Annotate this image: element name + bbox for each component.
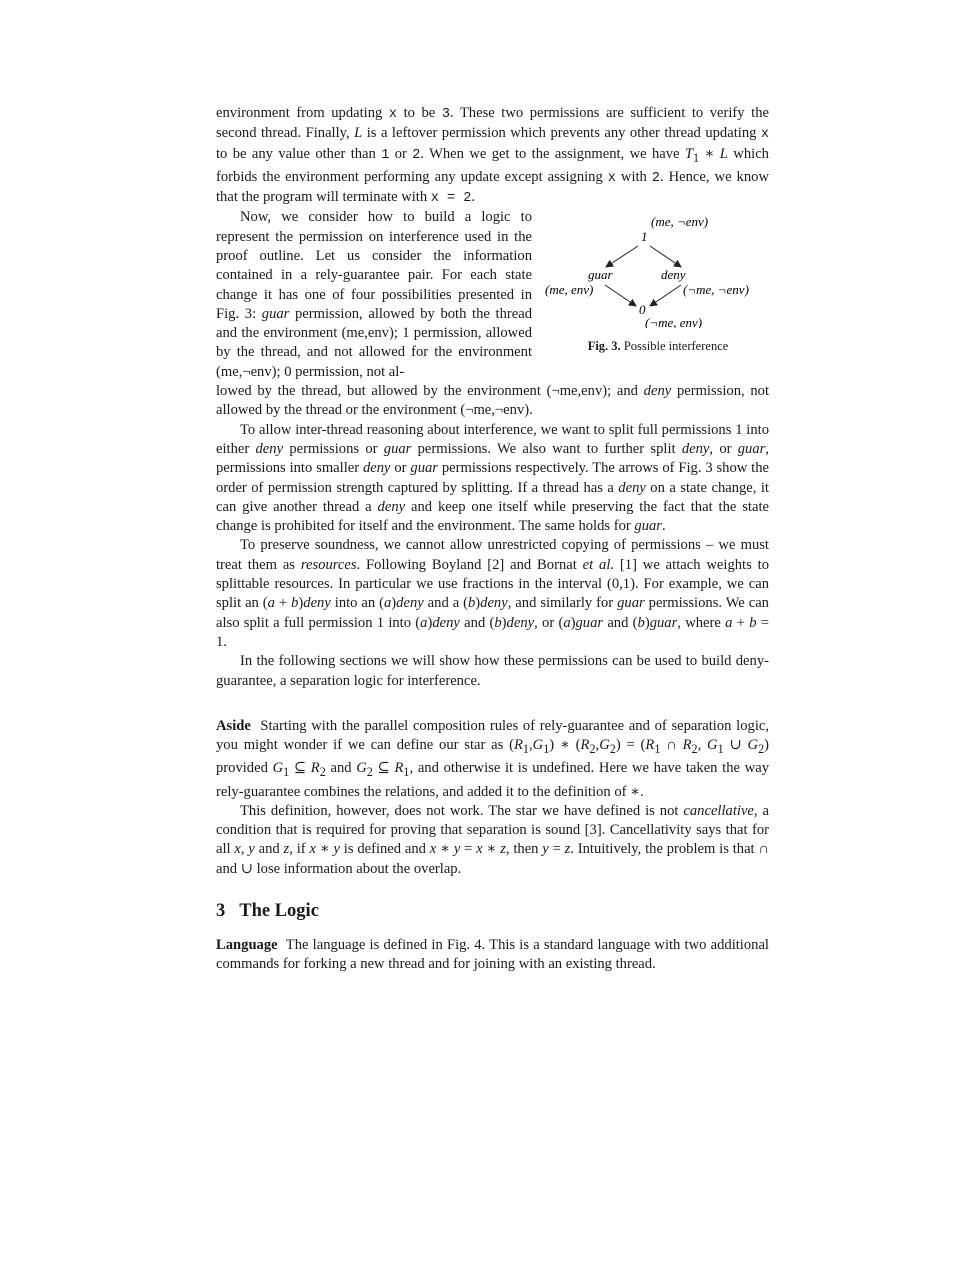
language-label: Language (216, 937, 278, 953)
language-text: The language is defined in Fig. 4. This is a standard language with two additional commands for forking a new thread and for joining with an existing thread. (216, 937, 769, 973)
node-top-label: (me, ¬env) (651, 214, 709, 230)
node-right-value: deny (661, 267, 686, 283)
arrow-deny-to-0 (650, 285, 681, 306)
paragraph-4: To preserve soundness, we cannot allow unrestricted copying of permissions – we must treat them as resources. Following Boyland [2] and Bornat et al. [1] we attach weights to splittable resources. In particular we use fractions in the interval (0,1). For example, we can split an (a + b)deny into an (a)deny and a (b)deny, and similarly for guar permissions. We can also split a full permission 1 into (a)deny and (b)deny, or (a)guar and (b)guar, where a + b = 1. (216, 537, 769, 650)
arrow-guar-to-0 (605, 285, 636, 306)
section-number: 3 (216, 901, 226, 921)
caption-text: Possible interference (623, 339, 729, 354)
language-paragraph (216, 936, 769, 975)
node-top-value: 1 (641, 229, 648, 245)
section-heading (216, 901, 769, 922)
node-bottom-value: 0 (639, 302, 646, 318)
section-title: The Logic (239, 901, 319, 921)
paragraph-5: In the following sections we will show how these permissions can be used to build deny-guarantee, a separation logic for interference. (216, 653, 769, 689)
interference-diagram (543, 210, 773, 328)
arrow-1-to-guar (606, 246, 638, 267)
node-left-label: (me, env) (545, 282, 594, 298)
paragraph-2-wrapped: Now, we consider how to build a logic to represent the permission on interference used in the proof outline. Let us consider the information contained in a rely-guarantee pair. For each state change it has one of four possibilities presented in Fig. 3: guar permission, allowed by both the thread and the environment (me,env); 1 permission, allowed by the thread, and not allowed for the environment (me,¬env); 0 permission, not al- (216, 209, 532, 380)
paper-page (216, 104, 769, 975)
paragraph-2-continued: lowed by the thread, but allowed by the environment (¬me,env); and deny permission, not allowed by the thread or the environment (¬me,¬env). (216, 383, 769, 419)
figure-3 (543, 210, 773, 354)
paragraph-3: To allow inter-thread reasoning about interference, we want to split full permissions 1 into either deny permissions or guar permissions. We also want to further split deny, or guar, permissions into smaller deny or guar permissions respectively. The arrows of Fig. 3 show the order of permission strength captured by splitting. If a thread has a deny on a state change, it can give another thread a deny and keep one itself while preserving the fact that the state change is prohibited for itself and the environment. The same holds for guar. (216, 421, 769, 535)
caption-label: Fig. 3. (587, 339, 621, 354)
aside-label: Aside (216, 717, 251, 734)
aside-paragraph-1: Aside Starting with the parallel composition rules of rely-guarantee and of separation logic, you might wonder if we can define our star as $(R_1,G_1)$ ∗ $(R_2,G_2) = (R_1$ ∩ $R_2$, $G_1$ ∪ $G_2$) provided $G_1$ ⊆ $R_2$ and $G_2$ ⊆ $R_1$, and otherwise it is undefined. Here we have taken the way rely-guarantee combines the relations, and added it to the definition of ∗. (216, 717, 770, 800)
aside-paragraph-2: This definition, however, does not work. The star we have defined is not cancellative, a condition that is required for proving that separation is sound [3]. Cancellativity says that for all x, y and z, if x ∗ y is defined and x ∗ y = x ∗ z, then y = z. Intuitively, the problem is that ∩ and ∪ lose information about the overlap. (216, 802, 769, 877)
figure-caption (543, 339, 773, 354)
node-bottom-label: (¬me, env) (645, 315, 703, 329)
arrow-1-to-deny (650, 246, 681, 267)
node-right-label: (¬me, ¬env) (683, 282, 749, 298)
paragraph-1: environment from updating x to be 3. These two permissions are sufficient to verify the second thread. Finally, L is a leftover permission which prevents any other thread updating x to be any value other than 1 or 2. When we get to the assignment, we have $T_1$ ∗ L which forbids the environment performing any update except assigning x with 2. Hence, we know that the program will terminate with x = 2. (216, 105, 769, 207)
node-left-value: guar (588, 267, 613, 283)
